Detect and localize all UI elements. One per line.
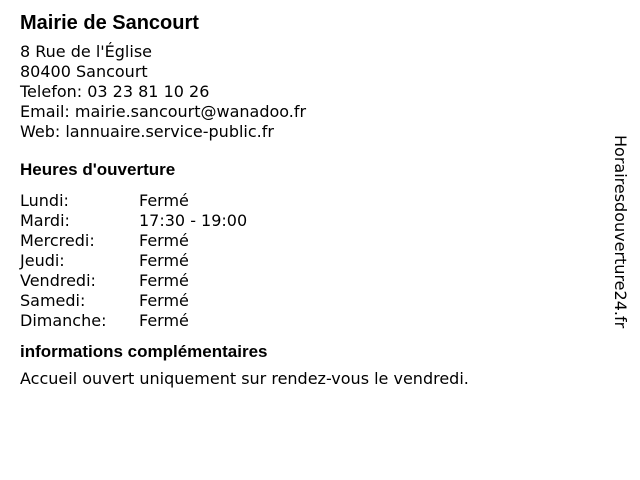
hours-row <box>20 291 580 311</box>
hours-row <box>20 271 580 291</box>
site-brand-watermark: Horairesdouverture24.fr <box>611 135 630 329</box>
hours-value: Fermé <box>139 291 189 310</box>
address-city: 80400 Sancourt <box>20 62 148 81</box>
hours-table <box>20 191 580 331</box>
hours-row <box>20 211 580 231</box>
hours-row <box>20 231 580 251</box>
office-card <box>20 10 580 389</box>
info-heading: informations complémentaires <box>20 342 268 361</box>
info-text: Accueil ouvert uniquement sur rendez-vous le vendredi. <box>20 369 469 388</box>
hours-heading: Heures d'ouverture <box>20 160 176 179</box>
hours-day: Mardi: <box>20 211 70 230</box>
hours-value: Fermé <box>139 271 189 290</box>
email-line: Email: mairie.sancourt@wanadoo.fr <box>20 102 307 121</box>
hours-day: Lundi: <box>20 191 69 210</box>
hours-day: Dimanche: <box>20 311 107 330</box>
hours-value: Fermé <box>139 311 189 330</box>
web-line: Web: lannuaire.service-public.fr <box>20 122 274 141</box>
office-title: Mairie de Sancourt <box>20 12 199 34</box>
hours-day: Samedi: <box>20 291 86 310</box>
hours-day: Jeudi: <box>20 251 65 270</box>
hours-value: Fermé <box>139 251 189 270</box>
hours-day: Vendredi: <box>20 271 96 290</box>
hours-value: Fermé <box>139 191 189 210</box>
hours-row <box>20 311 580 331</box>
hours-day: Mercredi: <box>20 231 95 250</box>
hours-row <box>20 191 580 211</box>
address-street: 8 Rue de l'Église <box>20 42 152 61</box>
phone-line: Telefon: 03 23 81 10 26 <box>20 82 210 101</box>
hours-row <box>20 251 580 271</box>
hours-value: 17:30 - 19:00 <box>139 211 248 230</box>
hours-value: Fermé <box>139 231 189 250</box>
contact-block <box>20 42 580 142</box>
